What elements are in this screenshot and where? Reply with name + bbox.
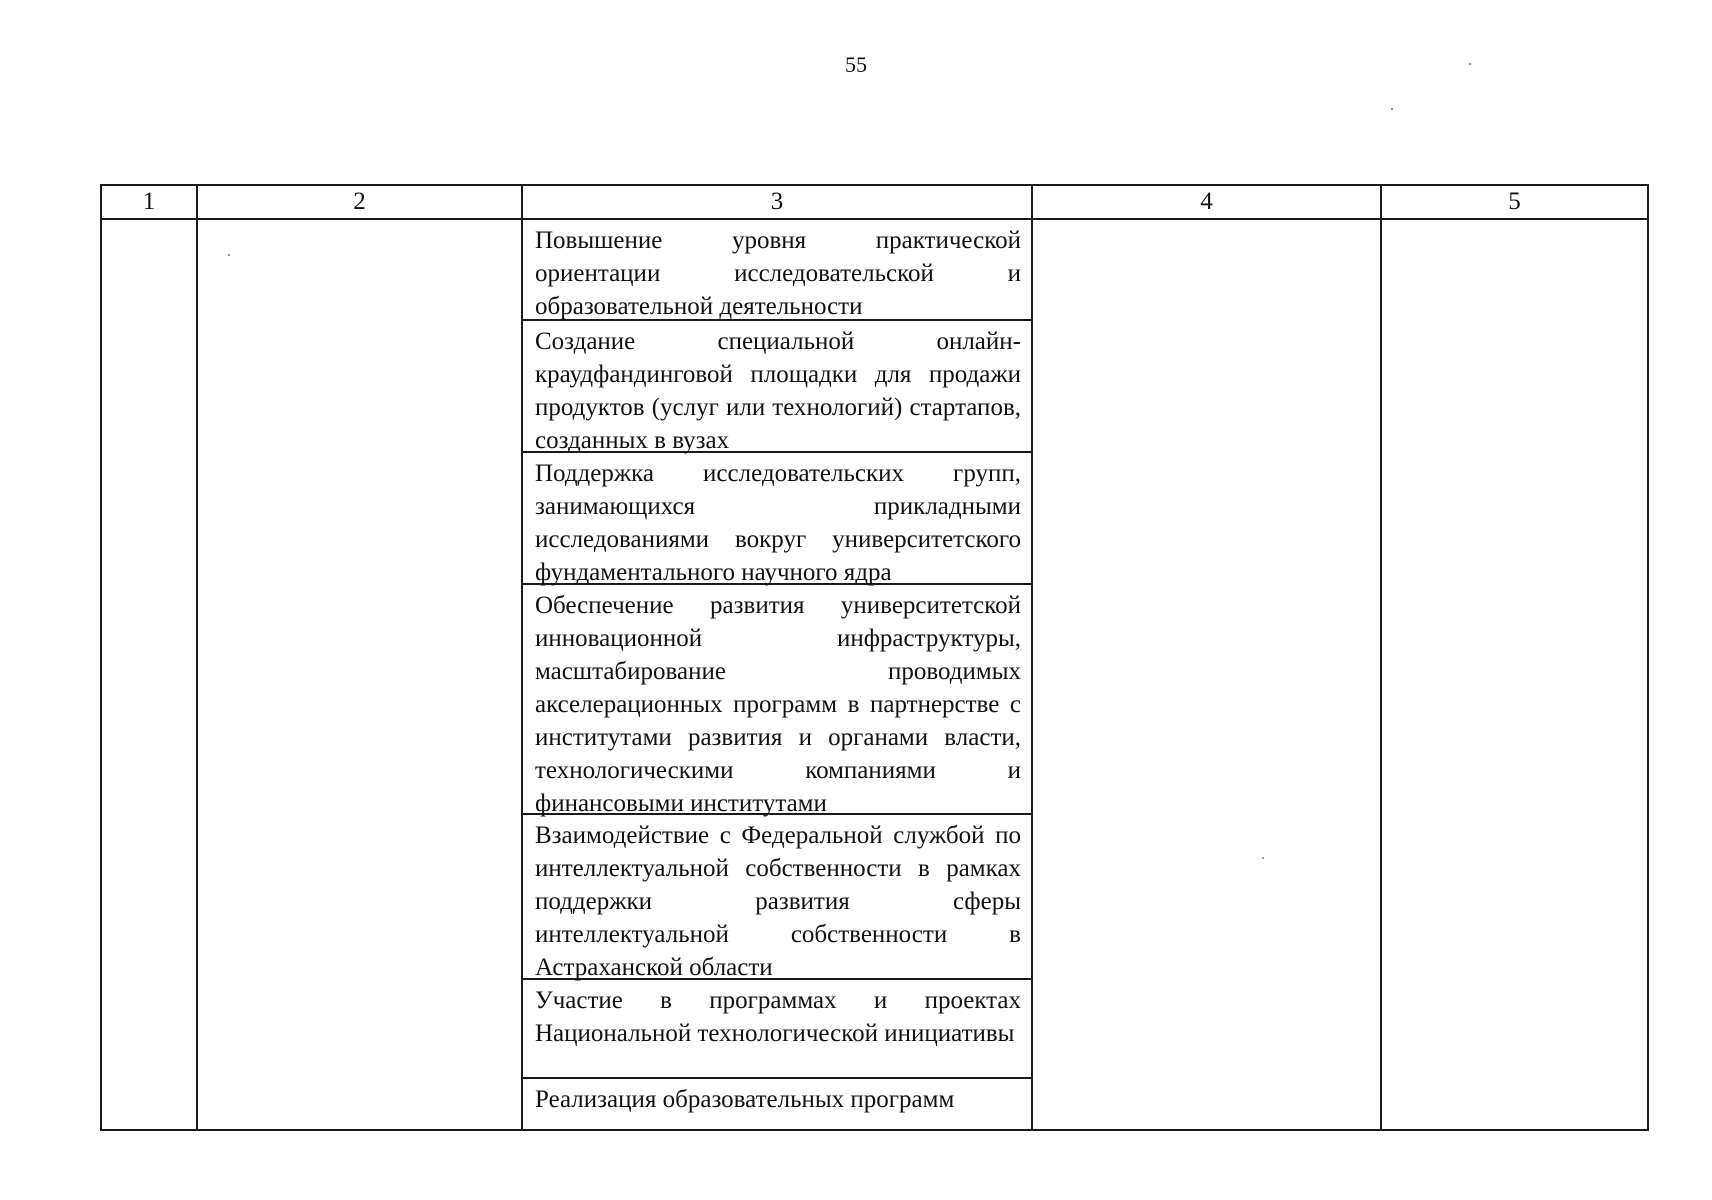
scan-speck [1469,63,1471,65]
column-divider [1031,186,1033,1129]
table-cell: Участие в программах и проектах Национальной технологической инициативы [523,980,1031,1079]
table-cell: Повышение уровня практической ориентации исследовательской и образовательной деятельности [523,220,1031,321]
scan-speck [228,254,230,256]
column-header-1: 1 [142,188,156,215]
plan-table [100,184,1649,1131]
column-header-4: 4 [1200,188,1213,215]
table-cell: Реализация образовательных программ [535,1086,955,1113]
table-cell: Поддержка исследовательских групп, занимающихся прикладными исследованиями вокруг университетского фундаментального научного ядра [523,453,1031,585]
table-cell: Взаимодействие с Федеральной службой по интеллектуальной собственности в рамках поддержки развития сферы интеллектуальной собственности в Астраханской области [523,815,1031,980]
table-cell: Создание специальной онлайн-краудфандинговой площадки для продажи продуктов (услуг или технологий) стартапов, созданных в вузах [523,321,1031,453]
scan-speck [1262,857,1264,859]
column-3-cells [523,220,1031,1129]
scan-speck [1391,108,1393,110]
column-header-2: 2 [353,188,366,215]
column-divider [1380,186,1382,1129]
page-number: 55 [845,52,867,77]
column-divider [196,186,198,1129]
table-cell: Обеспечение развития университетской инновационной инфраструктуры, масштабирование проводимых акселерационных программ в партнерстве с институтами развития и органами власти, технологическими компаниями и финансовыми институтами [523,585,1031,815]
column-header-3: 3 [770,188,784,215]
column-header-5: 5 [1508,188,1521,215]
